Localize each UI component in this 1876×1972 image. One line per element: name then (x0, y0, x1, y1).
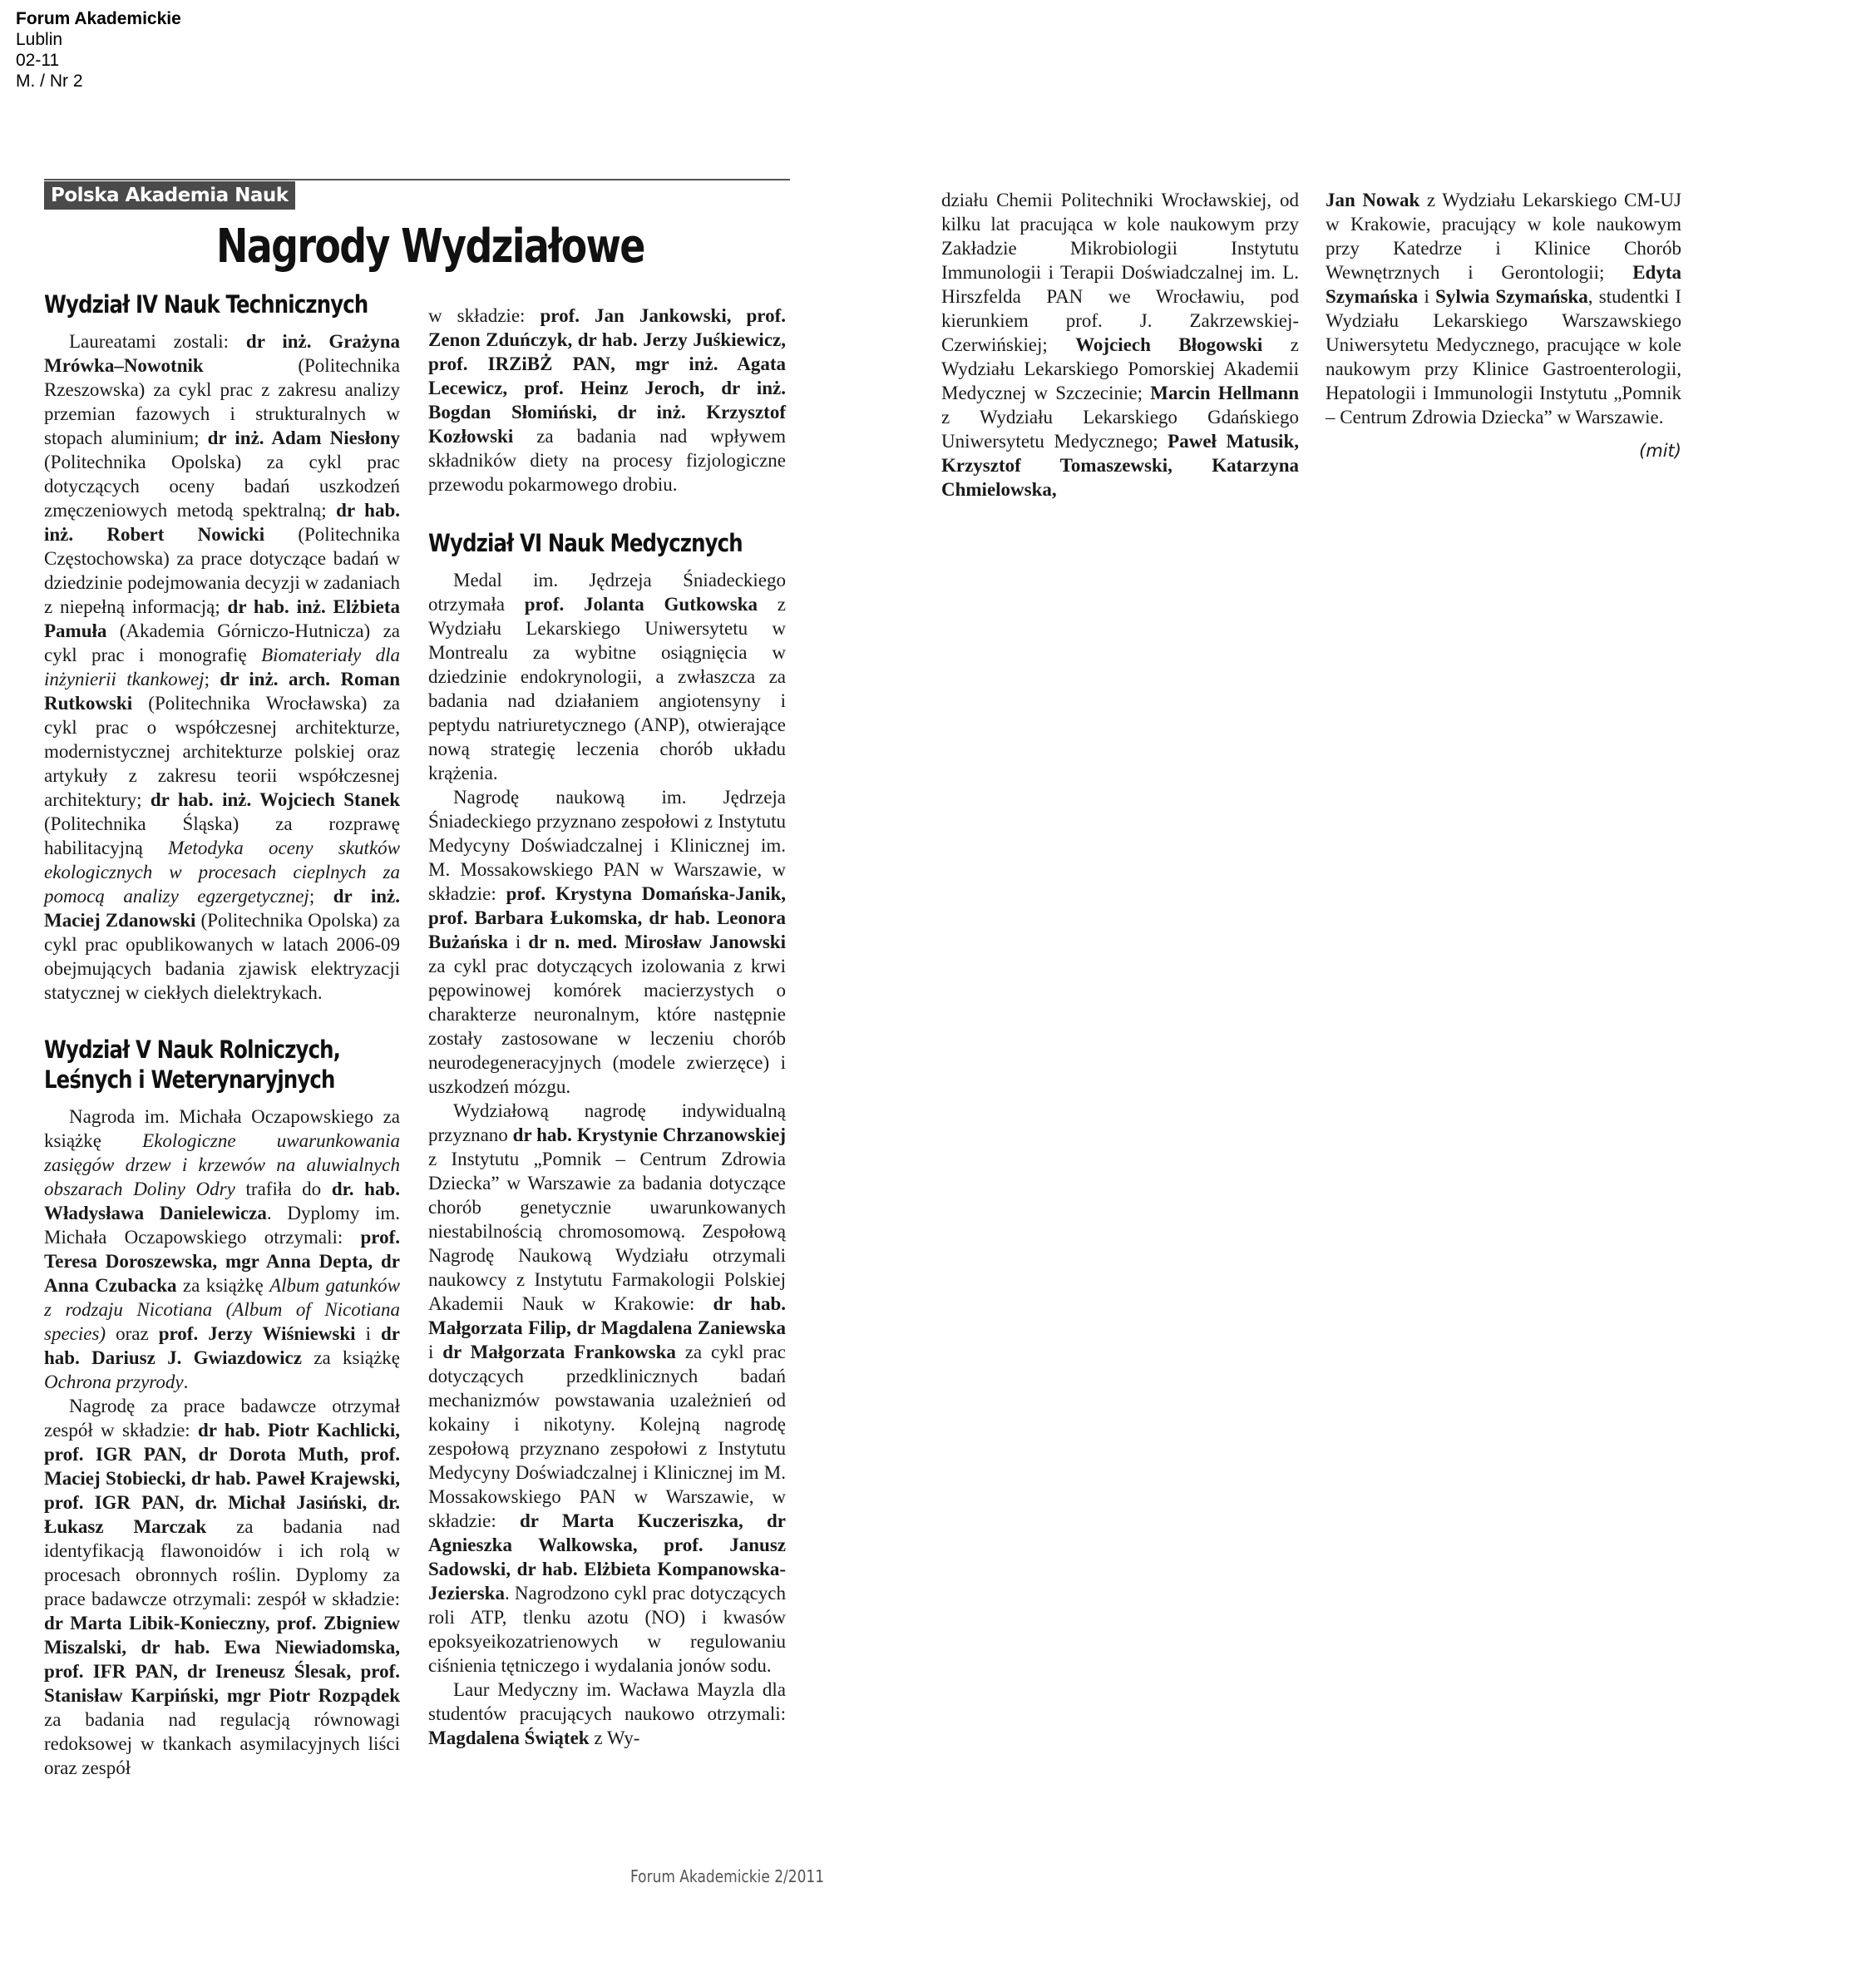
article-title: Nagrody Wydziałowe (216, 220, 644, 274)
header-rule (44, 179, 790, 180)
section-heading-faculty-v-line2: Leśnych i Weterynaryjnych (44, 1065, 335, 1094)
publication-issue: M. / Nr 2 (16, 72, 83, 91)
paragraph: Medal im. Jędrzeja Śniadeckiego otrzymała prof. Jolanta Gutkowska z Wydziału Lekarskiego Uniwersytetu w Montrealu za wybitne osiągnięcia w dziedzinie endokrynologii, a zwłaszcza za badania nad działaniem angiotensyny i peptydu natriuretycznego (ANP), otwierające nową strategię leczenia chorób układu krążenia. (428, 570, 786, 783)
clipping-header (16, 8, 181, 91)
section-heading-faculty-vi: Wydział VI Nauk Medycznych (428, 529, 743, 557)
paragraph: Laureatami zostali: dr inż. Grażyna Mrówka–Nowotnik (Politechnika Rzeszowska) za cykl prac z zakresu analizy przemian fazowych i strukturalnych w stopach aluminium; dr inż. Adam Niesłony (Politechnika Opolska) za cykl prac dotyczących oceny badań uszkodzeń zmęczeniowych metodą spektralną; dr hab. inż. Robert Nowicki (Politechnika Częstochowska) za prace dotyczące badań w dziedzinie podejmowania decyzji w zadaniach z niepełną informacją; dr hab. inż. Elżbieta Pamuła (Akademia Górniczo-Hutnicza) za cykl prac i monografię Biomateriały dla inżynierii tkankowej; dr inż. arch. Roman Rutkowski (Politechnika Wrocławska) za cykl prac o współczesnej architekturze, modernistycznej architekturze polskiej oraz artykuły z zakresu teorii współczesnej architektury; dr hab. inż. Wojciech Stanek (Politechnika Śląska) za rozprawę habilitacyjną Metodyka oceny skutków ekologicznych w procesach cieplnych za pomocą analizy egzergetycznej; dr inż. Maciej Zdanowski (Politechnika Opolska) za cykl prac opublikowanych w latach 2006-09 obejmujących badania zjawisk elektryzacji statycznej w ciekłych dielektrykach. (44, 331, 401, 1003)
publication-name: Forum Akademickie (16, 9, 181, 28)
paragraph: Laur Medyczny im. Wacława Mayzla dla studentów pracujących naukowo otrzymali: Magdalena Świątek z Wy- (428, 1679, 786, 1748)
publication-city: Lublin (16, 30, 63, 49)
page-footer: Forum Akademickie 2/2011 (630, 1866, 825, 1886)
paragraph: działu Chemii Politechniki Wrocławskiej, od kilku lat pracująca w kole naukowym przy Zakładzie Mikrobiologii Instytutu Immunologii i Terapii Doświadczalnej im. L. Hirszfelda PAN we Wrocławiu, pod kierunkiem prof. J. Zakrzewskiej-Czerwińskiej; Wojciech Błogowski z Wydziału Lekarskiego Pomorskiej Akademii Medycznej w Szczecinie; Marcin Hellmann z Wydziału Lekarskiego Gdańskiego Uniwersytetu Medycznego; Paweł Matusik, Krzysztof Tomaszewski, Katarzyna Chmielowska, (941, 190, 1300, 500)
section-heading-faculty-v-line1: Wydział V Nauk Rolniczych, (44, 1035, 341, 1064)
publication-date: 02-11 (16, 51, 60, 70)
author-signature: (mit) (1639, 441, 1681, 461)
article-column-2 (428, 304, 786, 1750)
section-heading-faculty-iv: Wydział IV Nauk Technicznych (44, 290, 368, 319)
paragraph: Wydziałową nagrodę indywidualną przyznano dr hab. Krystynie Chrzanowskiej z Instytutu „Pomnik – Centrum Zdrowia Dziecka” w Warszawie za badania dotyczące chorób genetycznie uwarunkowanych niestabilnością chromosomową. Zespołową Nagrodę Naukową Wydziału otrzymali naukowcy z Instytutu Farmakologii Polskiej Akademii Nauk w Krakowie: dr hab. Małgorzata Filip, dr Magdalena Zaniewska i dr Małgorzata Frankowska za cykl prac dotyczących przedklinicznych badań mechanizmów powstawania uzależnień od kokainy i nikotyny. Kolejną nagrodę zespołową przyznano zespołowi z Instytutu Medycyny Doświadczalnej i Klinicznej im M. Mossakowskiego PAN w Warszawie, w składzie: dr Marta Kuczeriszka, dr Agnieszka Walkowska, prof. Janusz Sadowski, dr hab. Elżbieta Kompanowska-Jezierska. Nagrodzono cykl prac dotyczących roli ATP, tlenku azotu (NO) i kwasów epoksyeikozatrienowych w regulowaniu ciśnienia tętniczego i wydalania jonów sodu. (428, 1100, 787, 1676)
paragraph: Nagrodę za prace badawcze otrzymał zespół w składzie: dr hab. Piotr Kachlicki, prof. IGR PAN, dr Dorota Muth, prof. Maciej Stobiecki, dr hab. Paweł Krajewski, prof. IGR PAN, dr. Michał Jasiński, dr. Łukasz Marczak za badania nad identyfikacją flawonoidów i ich rolą w procesach obronnych roślin. Dyplomy za prace badawcze otrzymali: zespół w składzie: dr Marta Libik-Konieczny, prof. Zbigniew Miszalski, dr hab. Ewa Niewiadomska, prof. IFR PAN, dr Ireneusz Ślesak, prof. Stanisław Karpiński, mgr Piotr Rozpądek za badania nad regulacją równowagi redoksowej w tkankach asymilacyjnych liści oraz zespół (44, 1396, 400, 1778)
paragraph: Nagrodę naukową im. Jędrzeja Śniadeckiego przyznano zespołowi z Instytutu Medycyny Doświadczalnej i Klinicznej im. M. Mossakowskiego PAN w Warszawie, w składzie: prof. Krystyna Domańska-Janik, prof. Barbara Łukomska, dr hab. Leonora Bużańska i dr n. med. Mirosław Janowski za cykl prac dotyczących izolowania z krwi pępowinowej komórek macierzystych o charakterze neuronalnym, które następnie zostały zastosowane w leczeniu chorób neurodegeneracyjnych (modele zwierzęce) i uszkodzeń mózgu. (428, 787, 786, 1097)
paragraph: Jan Nowak z Wydziału Lekarskiego CM-UJ w Krakowie, pracujący w kole naukowym przy Katedrze i Klinice Chorób Wewnętrznych i Gerontologii; Edyta Szymańska i Sylwia Szymańska, studentki I Wydziału Lekarskiego Warszawskiego Uniwersytetu Medycznego, pracujące w kole naukowym przy Klinice Gastroenterologii, Hepatologii i Immunologii Instytutu „Pomnik – Centrum Zdrowia Dziecka” w Warszawie. (1326, 190, 1682, 428)
article-column-1 (44, 289, 400, 1780)
article-column-4 (1326, 188, 1681, 463)
paragraph: w składzie: prof. Jan Jankowski, prof. Zenon Zduńczyk, dr hab. Jerzy Juśkiewicz, prof. IRZiBŻ PAN, mgr inż. Agata Lecewicz, prof. Heinz Jeroch, dr inż. Bogdan Słomiński, dr inż. Krzysztof Kozłowski za badania nad wpływem składników diety na procesy fizjologiczne przewodu pokarmowego drobiu. (428, 305, 787, 495)
article-column-3 (941, 188, 1299, 502)
section-tag: Polska Akademia Nauk (44, 181, 295, 210)
paragraph: Nagroda im. Michała Oczapowskiego za książkę Ekologiczne uwarunkowania zasięgów drzew i krzewów na aluwialnych obszarach Doliny Odry trafiła do dr. hab. Władysława Danielewicza. Dyplomy im. Michała Oczapowskiego otrzymali: prof. Teresa Doroszewska, mgr Anna Depta, dr Anna Czubacka za książkę Album gatunków z rodzaju Nicotiana (Album of Nicotiana species) oraz prof. Jerzy Wiśniewski i dr hab. Dariusz J. Gwiazdowicz za książkę Ochrona przyrody. (44, 1106, 401, 1392)
